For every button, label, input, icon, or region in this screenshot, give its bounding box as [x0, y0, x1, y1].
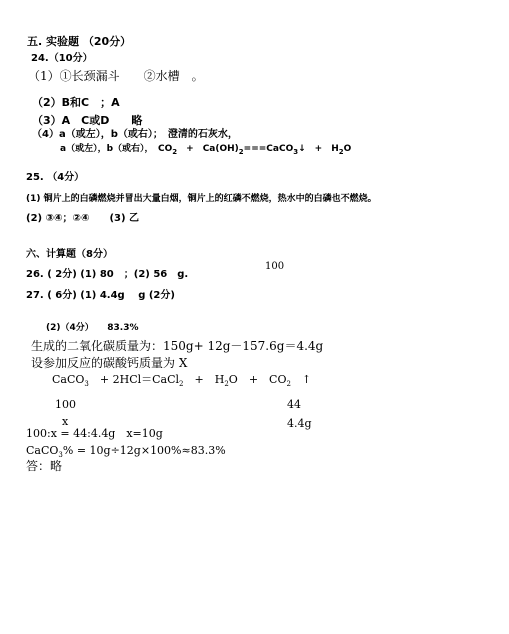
final-answer: 答：略: [26, 459, 63, 473]
percent-calculation: CaCO$_3$% = 10g÷12g×100%≈83.3%: [26, 444, 226, 460]
calc-co2-mass: 生成的二氧化碳质量为：150g+ 12g－157.6g＝4.4g: [31, 339, 324, 353]
q25-heading: 25. （4分）: [26, 172, 85, 183]
reaction-equation: CaCO$_3$ + 2HCl＝CaCl$_2$ + $H_2O$ + $CO_2$ ↑: [52, 373, 312, 389]
q26-answer: 26. ( 2分) (1) 80 ；(2) 56 g.: [26, 269, 189, 280]
unknown-x: x: [62, 415, 69, 428]
q24-heading: 24.（10分）: [31, 53, 93, 64]
section5-title: 五. 实验题 （20分）: [27, 35, 132, 48]
q24-answer-3: （3）A C或D 略: [32, 114, 143, 127]
q24-equation: a（或左），b（或右）， $CO_2$ + $Ca(OH)_2===CaCO_3↓$ + $H_2O$: [60, 144, 352, 156]
molar-mass-co2: 44: [287, 398, 301, 411]
q25-answer-1: (1) 铜片上的白磷燃烧并冒出大量白烟，铜片上的红磷不燃烧，热水中的白磷也不燃烧。: [26, 194, 377, 204]
ratio-calculation: 100:x = 44:4.4g x=10g: [26, 427, 163, 440]
q25-answer-2: (2) ③④；②④ (3) 乙: [26, 213, 140, 224]
section6-title: 六、计算题（8分）: [26, 249, 113, 260]
q24-answer-2: （2）B和C ；A: [32, 96, 120, 109]
co2-mass-value: 4.4g: [287, 417, 312, 430]
q27-answer-1: 27. ( 6分) (1) 4.4g g (2分): [26, 290, 175, 301]
calc-assumption: 设参加反应的碳酸钙质量为 X: [31, 356, 188, 370]
stray-number: 100: [265, 261, 285, 272]
q24-answer-1: （1）①长颈漏斗 ②水槽 。: [28, 69, 204, 83]
q27-answer-2: (2)（4分） 83.3%: [46, 323, 139, 333]
q24-answer-4: （4）a（或左），b（或右）； 澄清的石灰水，: [32, 129, 238, 140]
molar-mass-caco3: 100: [55, 398, 76, 411]
